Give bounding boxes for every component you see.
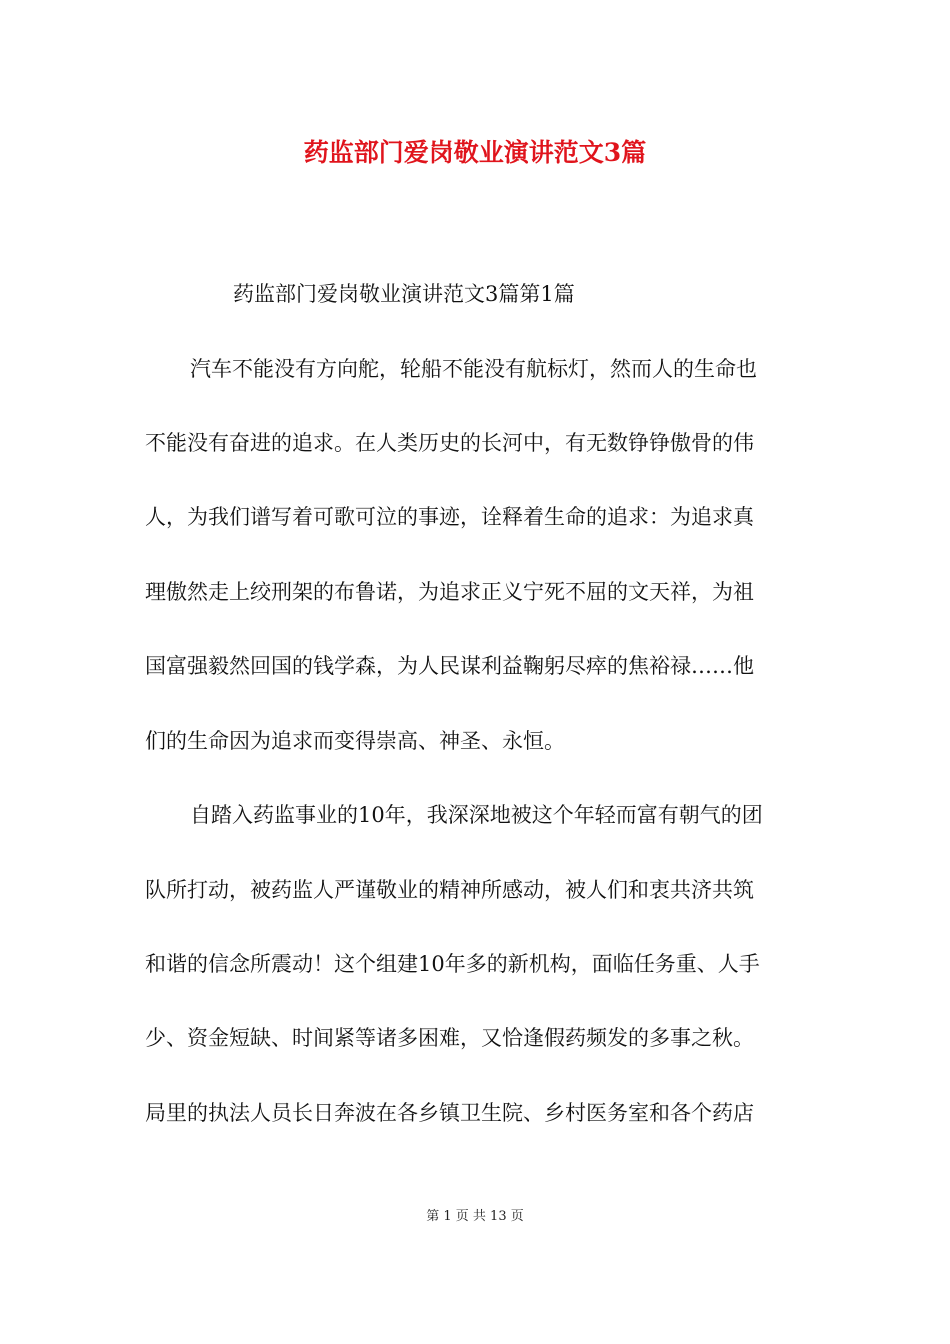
paragraph-line: 自踏入药监事业的10年，我深深地被这个年轻而富有朝气的团 [190,803,763,827]
paragraph-line: 队所打动，被药监人严谨敬业的精神所感动，被人们和衷共济共筑 [145,878,754,902]
paragraph-line: 汽车不能没有方向舵，轮船不能没有航标灯，然而人的生命也 [190,357,757,381]
paragraph-line: 人，为我们谱写着可歌可泣的事迹，诠释着生命的追求：为追求真 [145,505,754,529]
section-subheading: 药监部门爱岗敬业演讲范文3篇第1篇 [233,282,575,306]
paragraph-line: 国富强毅然回国的钱学森，为人民谋利益鞠躬尽瘁的焦裕禄……他 [145,654,754,678]
paragraph-line: 理傲然走上绞刑架的布鲁诺，为追求正义宁死不屈的文天祥，为祖 [145,580,754,604]
paragraph-line: 局里的执法人员长日奔波在各乡镇卫生院、乡村医务室和各个药店 [145,1101,754,1125]
paragraph-line: 们的生命因为追求而变得崇高、神圣、永恒。 [145,729,565,753]
paragraph-line: 少、资金短缺、时间紧等诸多困难，又恰逢假药频发的多事之秋。 [145,1026,754,1050]
document-title: 药监部门爱岗敬业演讲范文3篇 [303,138,647,167]
paragraph-line: 不能没有奋进的追求。在人类历史的长河中，有无数铮铮傲骨的伟 [145,431,754,455]
paragraph-line: 和谐的信念所震动！这个组建10年多的新机构，面临任务重、人手 [145,952,760,976]
page-indicator: 第 1 页 共 13 页 [426,1209,524,1224]
